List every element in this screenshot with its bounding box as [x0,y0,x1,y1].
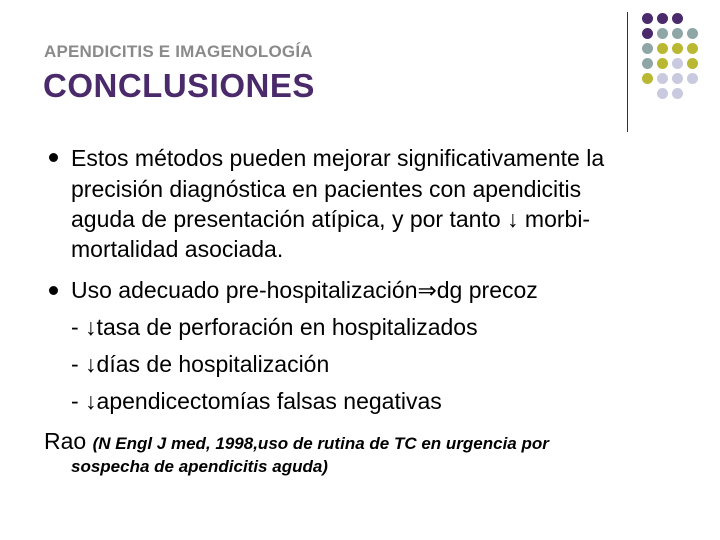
subitem-perforacion: - ↓tasa de perforación en hospitalizados [71,314,478,340]
subitem-hospitalizacion: - ↓días de hospitalización [71,351,330,377]
reference-citation-1: (N Engl J med, 1998,uso de rutina de TC en urgencia por [92,434,549,453]
reference-citation-2: sospecha de apendicitis aguda) [71,457,328,476]
bullet-dot [49,286,58,295]
bullet1-line2: precisión diagnóstica en pacientes con apendicitis [71,176,582,202]
subitem-apendicectomias: - ↓apendicectomías falsas negativas [71,388,442,414]
reference-line [44,428,549,455]
bullet1-line1: Estos métodos pueden mejorar significativamente la [71,145,605,171]
reference-author: Rao [44,428,87,454]
bullet-dot [49,153,58,162]
bullet2-line1: Uso adecuado pre-hospitalización⇒dg precoz [71,277,538,303]
bullet1-line4: mortalidad asociada. [71,236,284,262]
slide-subtitle: APENDICITIS E IMAGENOLOGÍA [44,42,313,61]
bullet1-line3: aguda de presentación atípica, y por tanto ↓ morbi- [71,206,591,232]
slide-title: CONCLUSIONES [43,67,315,104]
